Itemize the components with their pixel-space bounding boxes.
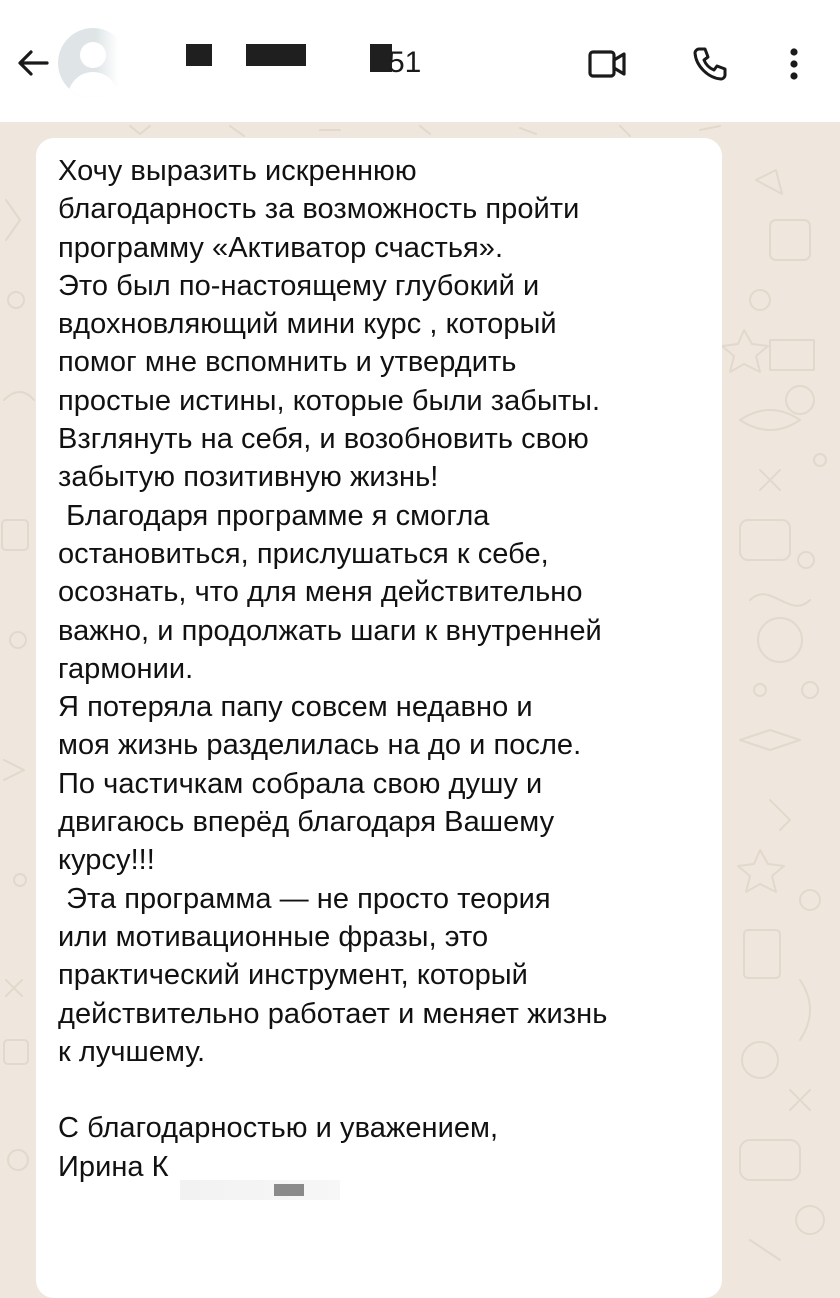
back-button[interactable] xyxy=(12,42,54,84)
video-camera-icon xyxy=(586,46,630,82)
redacted-name-block xyxy=(186,44,212,66)
more-vertical-icon xyxy=(782,44,806,84)
more-options-button[interactable] xyxy=(770,40,818,88)
arrow-left-icon xyxy=(15,45,51,81)
contact-name[interactable]: 51 xyxy=(388,46,422,79)
message-text: Хочу выразить искреннюю благодарность за возможность пройти программу «Активатор счастья». Это был по-настоящему глубокий и вдохновляющий мини курс , который помог мне вспомнить и утвердить простые истины, которые были забыты. Взглянуть на себя, и возобновить свою забытую позитивную жизнь! Благодаря программе я смогла остановиться, прислушаться к себе, осознать, что для меня действительно важно, и продолжать шаги к внутренней гармонии. Я потеряла папу совсем недавно и моя жизнь разделилась на до и после. По частичкам собрала свою душу и двигаюсь вперёд благодаря Вашему курсу!!! Эта программа — не просто теория или мотивационные фразы, это практический инструмент, который действительно работает и меняет жизнь к лучшему. С благодарностью и уважением, Ирина К xyxy=(58,155,608,1183)
redacted-surname-mark xyxy=(274,1184,304,1196)
chat-header xyxy=(0,0,840,122)
redacted-surname xyxy=(180,1180,340,1200)
voice-call-button[interactable] xyxy=(686,40,734,88)
avatar-blur-overlay xyxy=(96,20,136,110)
video-call-button[interactable] xyxy=(584,40,632,88)
redacted-name-block xyxy=(246,44,306,66)
phone-icon xyxy=(690,44,730,84)
